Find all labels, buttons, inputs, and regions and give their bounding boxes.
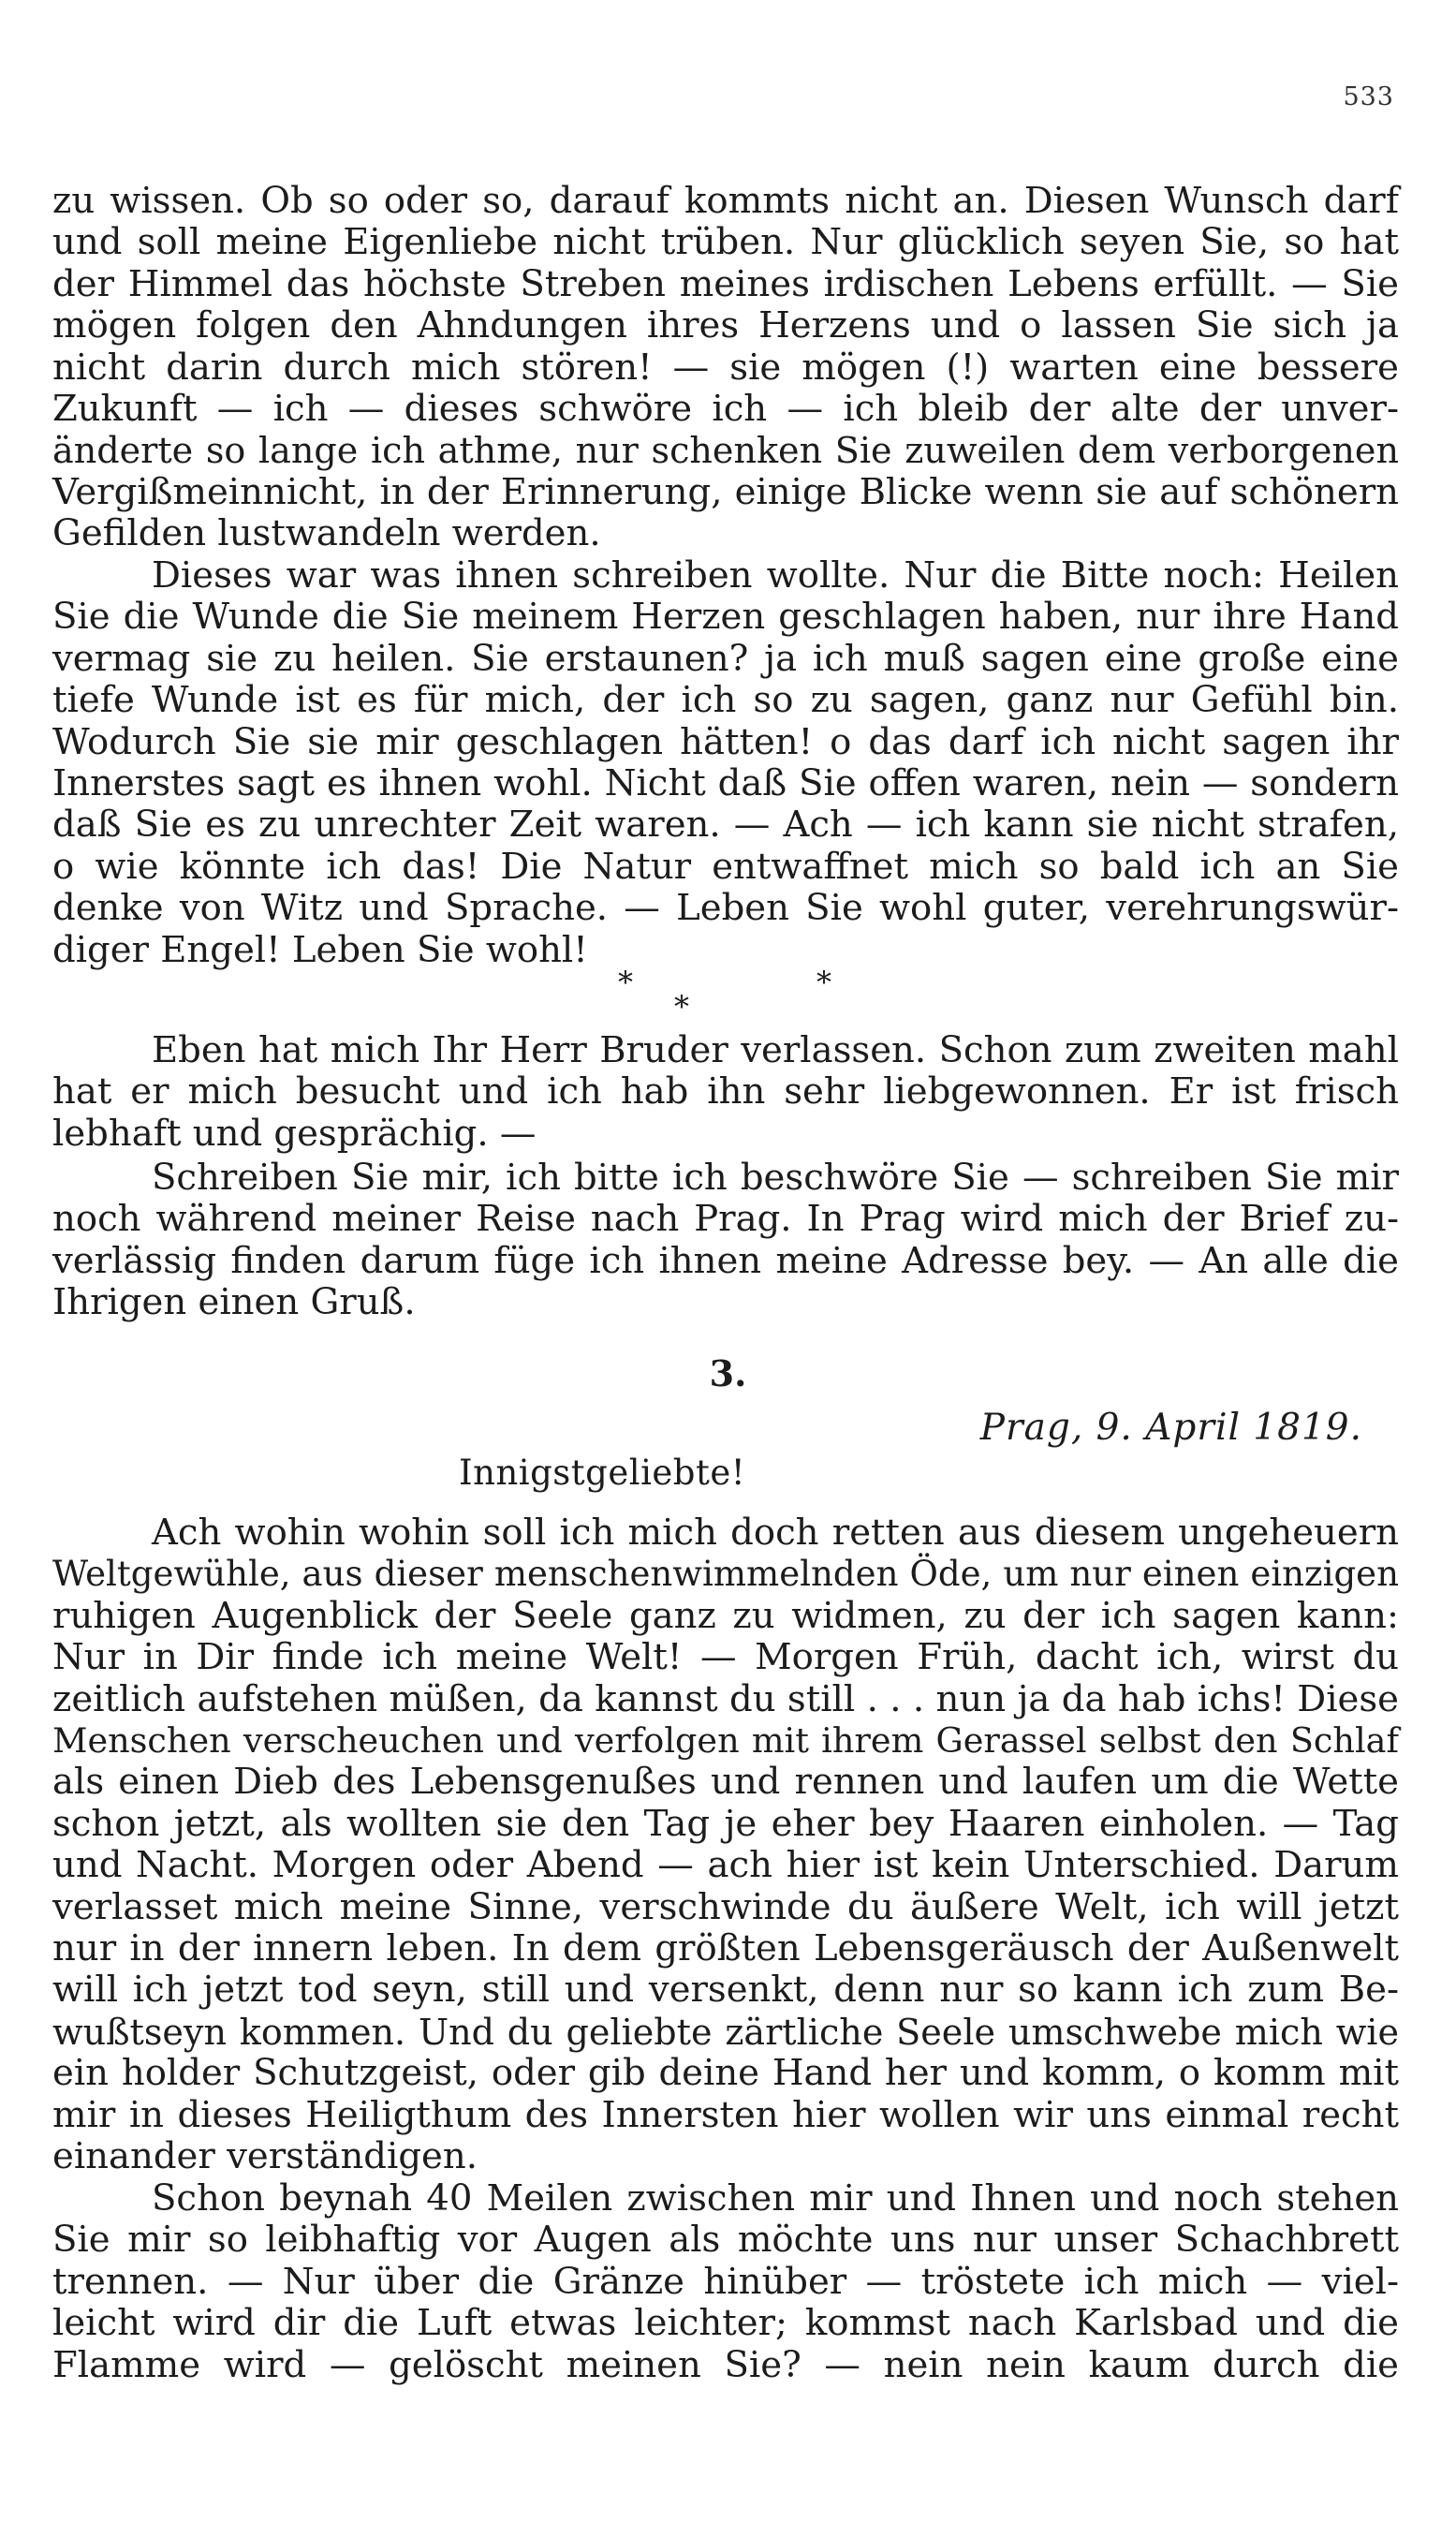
text-line: mögen folgen den Ahndungen ihres Herzens und o lassen Sie sich ja [52, 304, 1399, 347]
text-line: verlasset mich meine Sinne, verschwinde du äußere Welt, ich will jetzt [52, 1885, 1399, 1928]
text-line: und soll meine Eigenliebe nicht trüben. Nur glücklich seyen Sie, so hat [52, 221, 1399, 264]
paragraph-weltgewuehle [52, 1512, 1399, 2178]
text-line: Sie die Wunde die Sie meinem Herzen geschlagen haben, nur ihre Hand [52, 596, 1399, 639]
text-line: Nur in Dir finde ich meine Welt! — Morgen Früh, dacht ich, wirst du [52, 1636, 1399, 1679]
text-line: Zukunft — ich — dieses schwöre ich — ich bleib der alte der unver- [52, 388, 1399, 431]
text-line: Vergißmeinnicht, in der Erinnerung, einige Blicke wenn sie auf schönern [52, 470, 1399, 513]
text-line: nur in der innern leben. In dem größten Lebensgeräusch der Außenwelt [52, 1927, 1399, 1970]
paragraph-schreiben [52, 1158, 1399, 1324]
text-line: lebhaft und gesprächig. — [52, 1112, 537, 1155]
text-line: vermag sie zu heilen. Sie erstaunen? ja ich muß sagen eine große eine [52, 637, 1399, 680]
text-line: nicht darin durch mich stören! — sie mögen (!) warten eine bessere [52, 346, 1399, 389]
text-line: ruhigen Augenblick der Seele ganz zu widmen, zu der ich sagen kann: [52, 1594, 1399, 1637]
text-line: Innerstes sagt es ihnen wohl. Nicht daß Sie offen waren, nein — sondern [52, 762, 1399, 805]
text-line: Wodurch Sie sie mir geschlagen hätten! o das darf ich nicht sagen ihr [52, 720, 1399, 763]
text-line: als einen Dieb des Lebensgenußes und rennen und laufen um die Wette [52, 1761, 1399, 1804]
text-line: mir in dieses Heiligthum des Innersten hier wollen wir uns einmal recht [52, 2093, 1399, 2136]
text-line: will ich jetzt tod seyn, still und versenkt, denn nur so kann ich zum Be- [52, 1969, 1399, 2012]
text-line: Schreiben Sie mir, ich bitte ich beschwöre Sie — schreiben Sie mir [152, 1157, 1399, 1199]
text-line: Flamme wird — gelöscht meinen Sie? — nein nein kaum durch die [52, 2343, 1399, 2386]
section-divider-stars [0, 965, 1456, 1025]
paragraph-continuation [52, 181, 1399, 555]
text-line: tiefe Wunde ist es für mich, der ich so zu sagen, ganz nur Gefühl bin. [52, 679, 1399, 722]
text-line: Gefilden lustwandeln werden. [52, 512, 601, 555]
text-line: leicht wird dir die Luft etwas leichter; kommst nach Karlsbad und die [52, 2302, 1399, 2345]
text-line: verlässig finden darum füge ich ihnen meine Adresse bey. — An alle die [52, 1239, 1399, 1282]
text-line: Eben hat mich Ihr Herr Bruder verlassen. Schon zum zweiten mahl [152, 1029, 1399, 1071]
star-glyph: * [674, 989, 689, 1025]
text-line: der Himmel das höchste Streben meines irdischen Lebens erfüllt. — Sie [52, 262, 1399, 305]
text-line: zu wissen. Ob so oder so, darauf kommts nicht an. Diesen Wunsch darf [52, 180, 1399, 222]
text-line: noch während meiner Reise nach Prag. In Prag wird mich der Brief zu- [52, 1198, 1399, 1241]
text-line: Ach wohin wohin soll ich mich doch retten aus diesem ungeheuern [152, 1512, 1399, 1554]
text-line: und Nacht. Morgen oder Abend — ach hier ist kein Unterschied. Darum [52, 1844, 1399, 1887]
text-line: Sie mir so leibhaftig vor Augen als möchte uns nur unser Schachbrett [52, 2219, 1399, 2262]
text-line: Weltgewühle, aus dieser menschenwimmelnden Öde, um nur einen einzigen [52, 1554, 1399, 1595]
paragraph-bruder [52, 1030, 1399, 1155]
text-line: Dieses war was ihnen schreiben wollte. Nur die Bitte noch: Heilen [152, 554, 1399, 597]
text-line: trennen. — Nur über die Gränze hinüber — tröstete ich mich — viel- [52, 2260, 1399, 2303]
text-line: Ihrigen einen Gruß. [52, 1281, 416, 1324]
text-line: einander verständigen. [52, 2135, 478, 2178]
text-line: daß Sie es zu unrechter Zeit waren. — Ach — ich kann sie nicht strafen, [52, 804, 1399, 847]
paragraph-meilen [52, 2178, 1399, 2386]
text-line: wußtseyn kommen. Und du geliebte zärtliche Seele umschwebe mich wie [52, 2011, 1399, 2053]
page-number: 533 [1343, 82, 1394, 111]
text-line: diger Engel! Leben Sie wohl! [52, 928, 588, 971]
text-line: hat er mich besucht und ich hab ihn sehr liebgewonnen. Er ist frisch [52, 1070, 1399, 1114]
text-line: ein holder Schutzgeist, oder gib deine Hand her und komm, o komm mit [52, 2052, 1399, 2095]
letter-number-heading: 3. [709, 1352, 747, 1394]
text-line: schon jetzt, als wollten sie den Tag je eher bey Haaren einholen. — Tag [52, 1802, 1399, 1845]
letter-salutation: Innigstgeliebte! [459, 1453, 746, 1493]
text-line: Menschen verscheuchen und verfolgen mit ihrem Gerassel selbst den Schlaf [52, 1720, 1399, 1762]
text-line: Schon beynah 40 Meilen zwischen mir und Ihnen und noch stehen [152, 2177, 1399, 2220]
paragraph-bitte [52, 555, 1399, 971]
star-glyph: * [816, 965, 831, 1000]
text-line: o wie könnte ich das! Die Natur entwaffnet mich so bald ich an Sie [52, 845, 1399, 888]
text-line: denke von Witz und Sprache. — Leben Sie wohl guter, verehrungswür- [52, 887, 1399, 930]
text-line: änderte so lange ich athme, nur schenken Sie zuweilen dem verborgenen [52, 430, 1399, 472]
letter-dateline: Prag, 9. April 1819. [979, 1407, 1362, 1449]
text-line: zeitlich aufstehen müßen, da kannst du still . . . nun ja da hab ichs! Diese [52, 1677, 1399, 1720]
star-glyph: * [618, 965, 633, 1000]
